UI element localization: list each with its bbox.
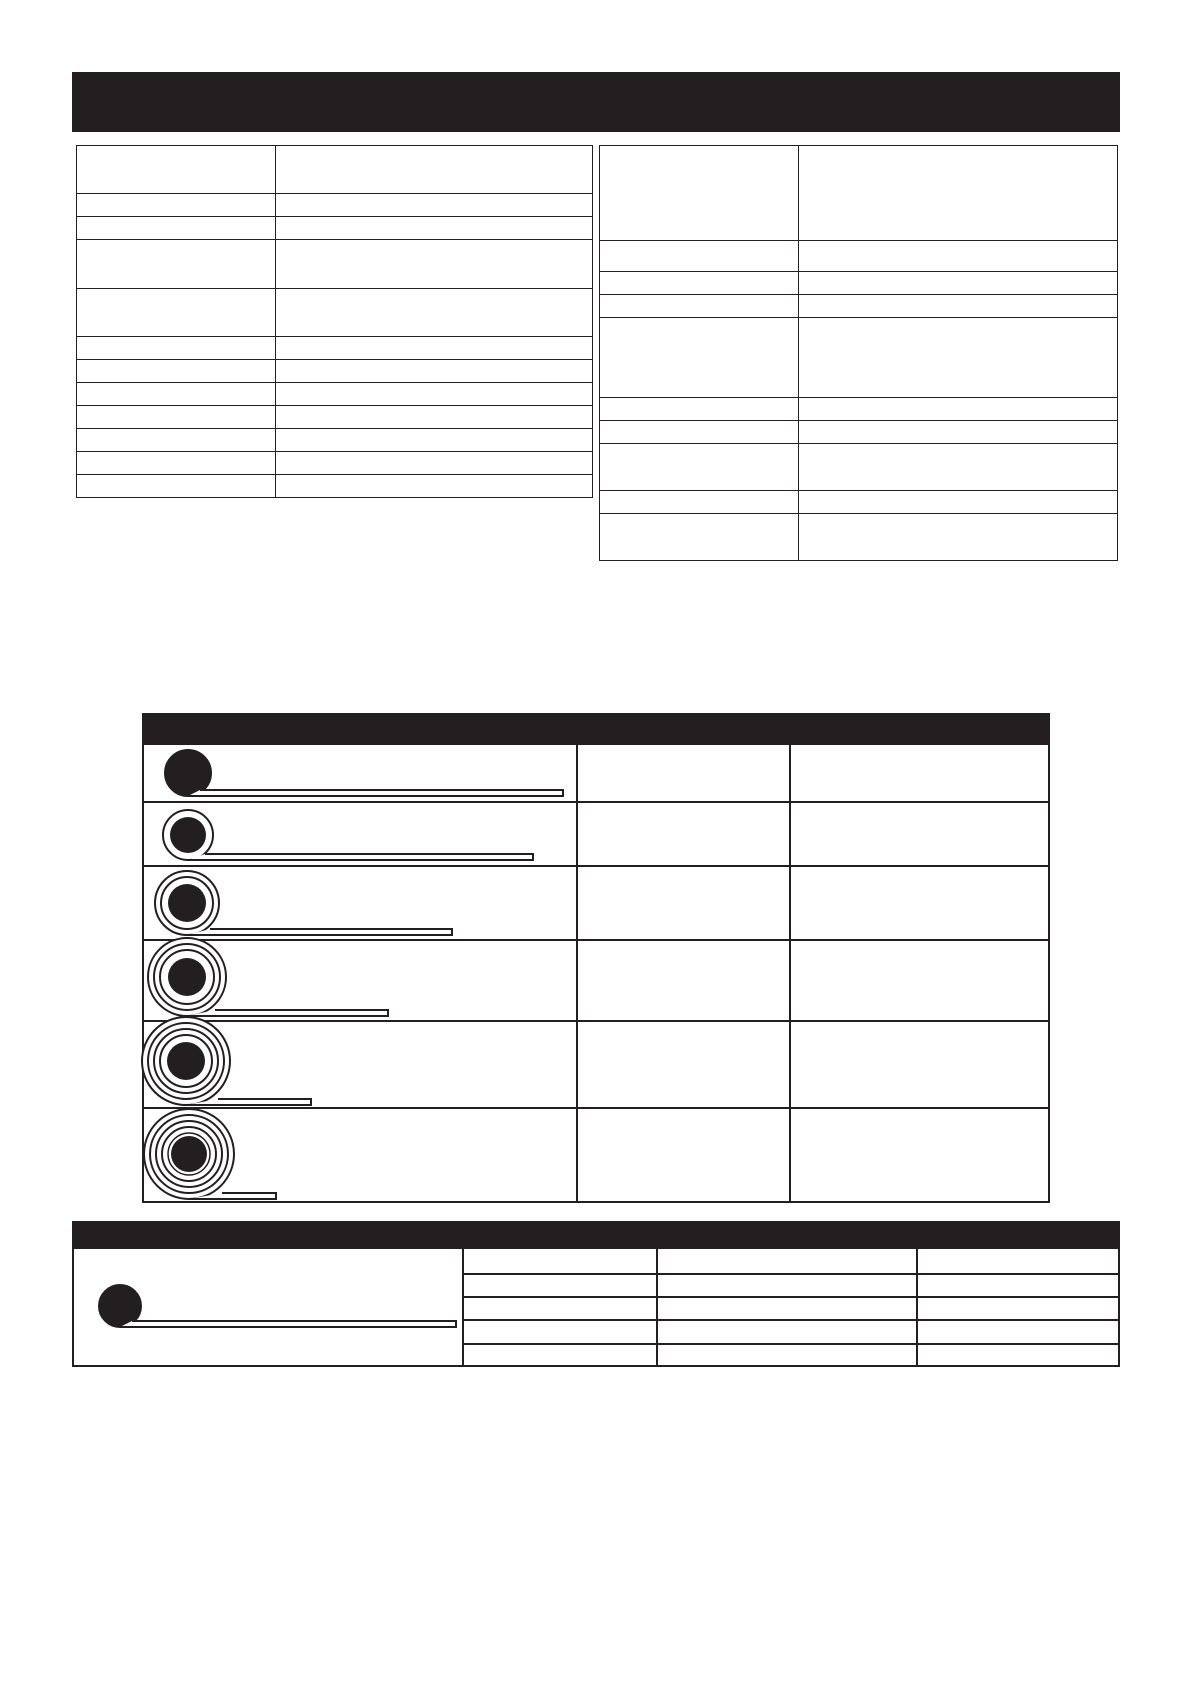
bottom-roll-icon — [99, 1285, 456, 1327]
